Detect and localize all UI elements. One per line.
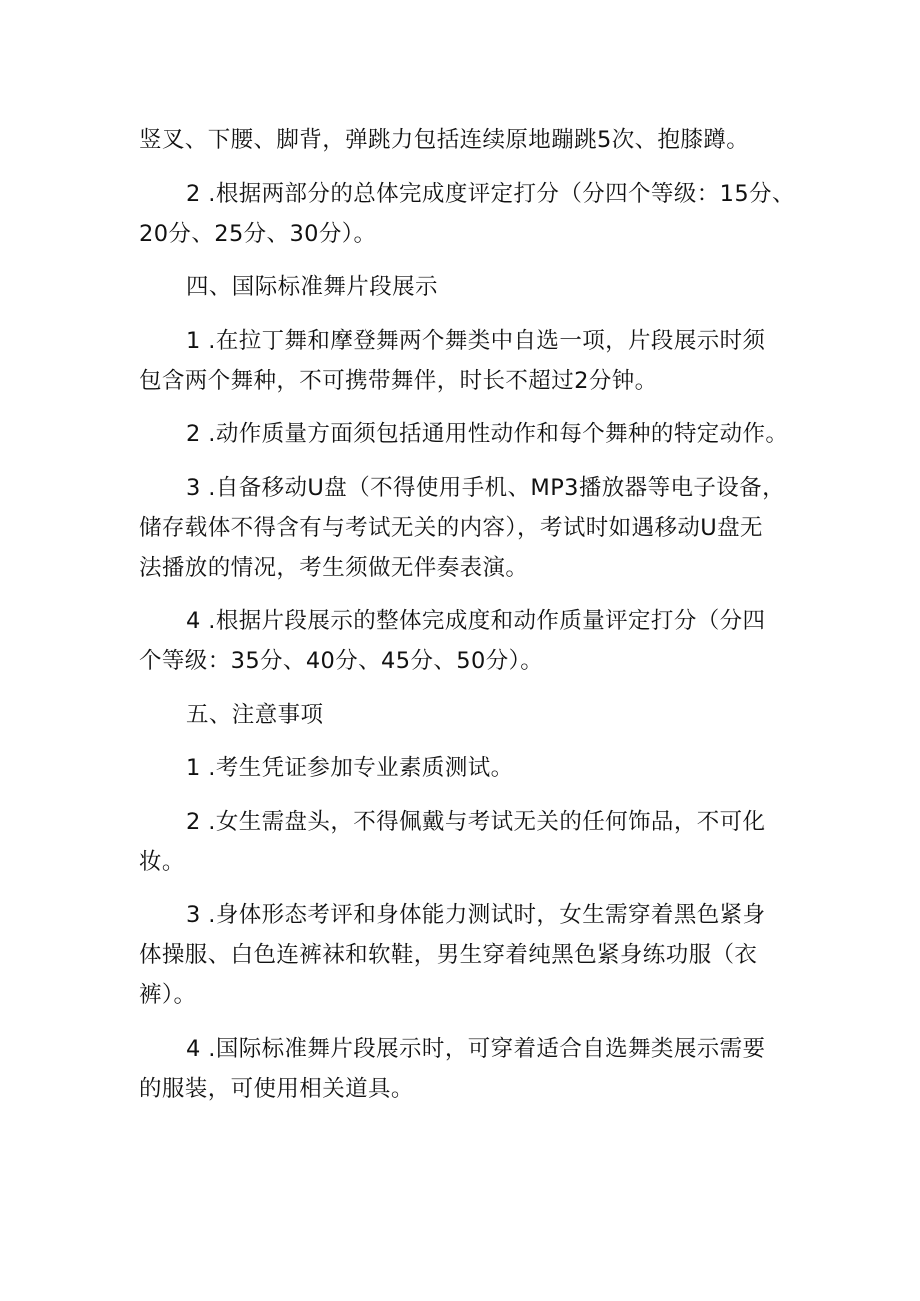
document-body: [139, 120, 795, 1109]
text-line: 法播放的情况，考生须做无伴奏表演。: [139, 554, 529, 581]
text-line: 3 .自备移动U盘（不得使用手机、MP3播放器等电子设备，: [186, 474, 785, 501]
text-line: 2 .女生需盘头，不得佩戴与考试无关的任何饰品，不可化: [186, 808, 766, 835]
text-line: 储存载体不得含有与考试无关的内容），考试时如遇移动U盘无: [139, 514, 763, 541]
text-line: 体操服、白色连裤袜和软鞋，男生穿着纯黑色紧身练功服（衣: [139, 942, 758, 968]
text-line: 竖叉、下腰、脚背，弹跳力包括连续原地蹦跳5次、抱膝蹲。: [139, 127, 750, 153]
text-line: 20分、25分、30分）。: [139, 220, 377, 247]
text-line: 1 .考生凭证参加专业素质测试。: [186, 755, 514, 781]
text-line: 4 .国际标准舞片段展示时，可穿着适合自选舞类展示需要: [186, 1035, 766, 1062]
text-line: 4 .根据片段展示的整体完成度和动作质量评定打分（分四: [186, 608, 766, 634]
text-line: 妆。: [139, 848, 185, 875]
text-line: 3 .身体形态考评和身体能力测试时，女生需穿着黑色紧身: [186, 902, 766, 928]
text-line: 2 .动作质量方面须包括通用性动作和每个舞种的特定动作。: [186, 421, 789, 447]
text-line: 包含两个舞种，不可携带舞伴，时长不超过2分钟。: [139, 367, 658, 394]
text-line: 2 .根据两部分的总体完成度评定打分（分四个等级：15分、: [186, 180, 795, 207]
text-line: 1 .在拉丁舞和摩登舞两个舞类中自选一项，片段展示时须: [186, 327, 766, 354]
text-line: 的服装，可使用相关道具。: [139, 1075, 414, 1102]
text-line: 裤）。: [139, 982, 197, 1008]
section-heading: 四、国际标准舞片段展示: [186, 274, 438, 300]
section-heading: 五、注意事项: [186, 701, 324, 728]
text-line: 个等级：35分、40分、45分、50分）。: [139, 648, 544, 674]
